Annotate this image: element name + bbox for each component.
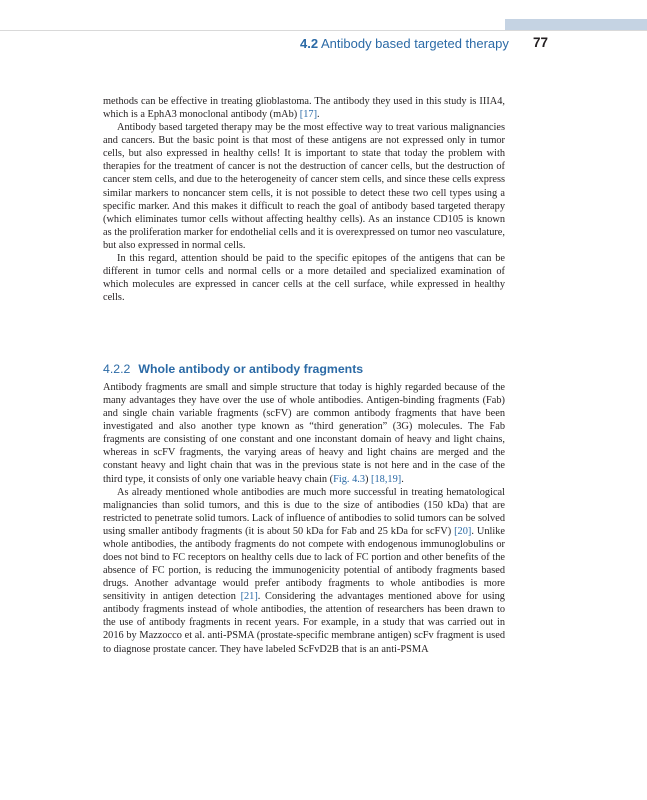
citation-link[interactable]: [20] (454, 525, 472, 537)
section-heading (103, 362, 505, 376)
paragraph: Antibody based targeted therapy may be the most effective way to treat various malignancies and cancers. But the basic point is that most of these antigens are not expressed only in tumor cells, but also expressed in healthy cells! It is important to state that today the problem with therapies for the treatment of cancer is not the destruction of cancer cells, but the destruction of cancer stem cells, and due to the heterogeneity of cancer stem cells, and since these cells express similar markers to noncancer stem cells, it is not possible to detect these two cell types using a specific marker. And this makes it difficult to reach the goal of antibody based targeted therapy (which eliminates tumor cells without affecting healthy cells). As an instance CD105 is known as the proliferation marker for endothelial cells and it is overexpressed on tumor neo vasculature, but also expressed in normal cells. (103, 122, 505, 251)
paragraph-text: . Unlike whole antibodies, the antibody fragments do not compete with endogenous immunoglobulins or does not bind to FC receptors on healthy cells due to lack of FC portion and other benefits of the absence of FC portion, is reducing the immunogenicity potential of antibody fragments based drugs. Another advantage would prefer antibody fragments to whole antibodies is more sensitivity in antigen detection (103, 525, 505, 603)
paragraph-text: . Considering the advantages mentioned above for using antibody fragments instead of whole antibodies, the attention of researchers has been drawn to the use of antibody fragments in recent years. For example, in a study that was carried out in 2016 by Mazzocco et al. anti-PSMA (prostate-specific membrane antigen) scFv fragment is used to diagnose prostate cancer. They have labeled ScFvD2B that is an anti-PSMA (103, 591, 505, 655)
paragraph: In this regard, attention should be paid to the specific epitopes of the antigens that can be different in tumor cells and normal cells or a more detailed and specialized examination of which molecules are expressed in cancer cells at the cell surface, while expressed in healthy cells. (103, 252, 505, 304)
text-block-upper (103, 95, 505, 304)
section-number: 4.2.2 (103, 362, 131, 376)
citation-link[interactable]: [17] (299, 109, 318, 121)
page-number: 77 (533, 35, 549, 50)
citation-link[interactable]: [18,19] (371, 473, 402, 485)
citation-link[interactable]: [21] (240, 591, 258, 603)
paragraph-text: As already mentioned whole antibodies are much more successful in treating hematological malignancies than solid tumors, and this is due to the size of antibodies (150 kDa) that are restricted to penetrate solid tumors. Lack of influence of antibodies to solid tumors can be solved using smaller antibody fragments (it is about 50 kDa for Fab and 25 kDa for scFV) (103, 486, 505, 537)
paragraph-text: Antibody fragments are small and simple structure that today is highly regarded because of the many advantages they have over the use of whole antibodies. Antigen-binding fragments (Fab) and single chain variable fragments (scFV) are common antibody fragments that have been investigated and also another type known as “third generation” (3G) molecules. The Fab fragments are consisting of one constant and one inconstant domain of heavy and light chains, whereas in scFV fragments, the varying areas of heavy and light chains are merged and the constant heavy and light chain that was in the previous state is not here and in the case of the third type, it consists of only one variable heavy chain ( (103, 382, 505, 485)
section-title: Whole antibody or antibody fragments (138, 362, 364, 376)
header-accent-bar (505, 19, 647, 30)
running-head (300, 36, 509, 51)
paragraph (103, 381, 505, 486)
paragraph (103, 95, 505, 121)
paragraph-text: ) (365, 473, 372, 485)
paragraph-text: methods can be effective in treating glioblastoma. The antibody they used in this study is IIIA4, which is a EphA3 monoclonal antibody (mAb) (103, 96, 505, 121)
text-block-lower (103, 381, 505, 656)
figure-link[interactable]: Fig. 4.3 (333, 473, 365, 485)
header-rule (0, 30, 647, 31)
running-head-section-number: 4.2 (300, 36, 319, 51)
paragraph-text: . (401, 473, 404, 485)
paragraph (103, 486, 505, 656)
paragraph-text: . (317, 109, 320, 121)
running-head-title: Antibody based targeted therapy (320, 36, 509, 51)
